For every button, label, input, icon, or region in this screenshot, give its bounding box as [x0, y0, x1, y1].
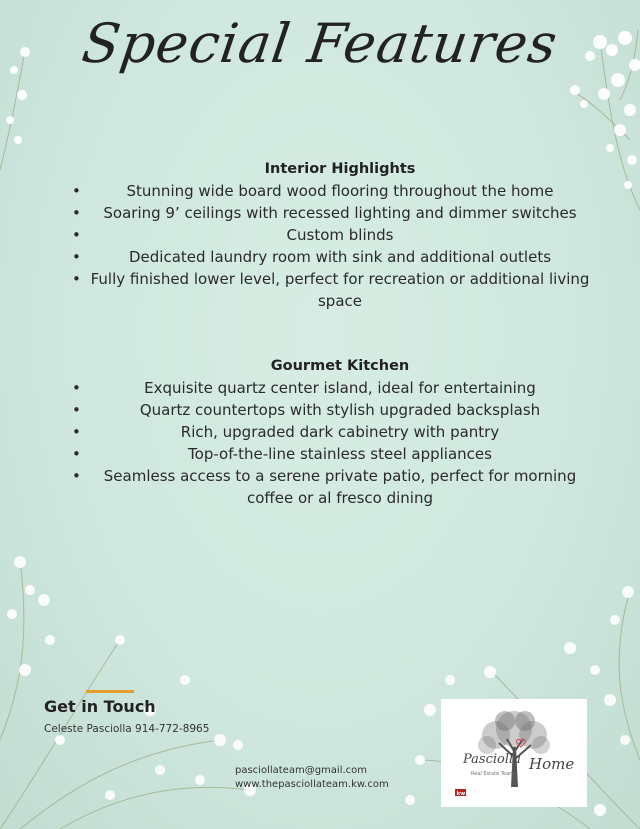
list-item: • Exquisite quartz center island, ideal for entertaining	[72, 379, 536, 397]
bullet-icon: •	[72, 379, 81, 397]
logo-text-sub: Real Estate Team	[471, 771, 514, 777]
accent-divider	[86, 690, 134, 693]
flower-decoration-icon	[0, 540, 270, 829]
contact-heading: Get in Touch	[44, 697, 156, 716]
bullet-icon: •	[72, 270, 81, 288]
contact-name-phone: Celeste Pasciolla 914-772-8965	[44, 723, 210, 735]
bullet-icon: •	[72, 401, 81, 419]
team-logo	[441, 699, 587, 807]
logo-text-left: Pasciolla	[463, 752, 521, 767]
bullet-icon: •	[72, 182, 81, 200]
flower-decoration-icon	[0, 40, 40, 170]
page-title: Special Features	[78, 12, 562, 75]
list-item: • Top-of-the-line stainless steel appliances	[72, 445, 492, 463]
list-item: • Stunning wide board wood flooring throughout the home	[72, 182, 554, 200]
feature-list	[60, 377, 620, 509]
list-item: • Seamless access to a serene private patio, perfect for morning coffee or al fresco dining	[72, 467, 577, 507]
bullet-icon: •	[72, 204, 81, 222]
bullet-icon: •	[72, 248, 81, 266]
list-item: • Rich, upgraded dark cabinetry with pantry	[72, 423, 500, 441]
kw-logo: kw	[456, 791, 466, 797]
section-heading: Gourmet Kitchen	[270, 358, 410, 374]
list-item: • Quartz countertops with stylish upgraded backsplash	[72, 401, 541, 419]
gourmet-kitchen-section	[60, 358, 620, 509]
bullet-icon: •	[72, 467, 81, 485]
list-item: • Custom blinds	[72, 226, 394, 244]
logo-text-right: Home	[529, 755, 575, 773]
interior-highlights-section	[60, 161, 620, 312]
list-item: • Dedicated laundry room with sink and additional outlets	[72, 248, 552, 266]
flower-decoration-icon	[540, 20, 640, 210]
contact-email[interactable]: pasciollateam@gmail.com	[235, 765, 368, 776]
section-heading: Interior Highlights	[264, 161, 416, 177]
bullet-icon: •	[72, 226, 81, 244]
list-item: • Soaring 9’ ceilings with recessed lighting and dimmer switches	[72, 204, 577, 222]
bullet-icon: •	[72, 445, 81, 463]
bullet-icon: •	[72, 423, 81, 441]
list-item: • Fully finished lower level, perfect for recreation or additional living space	[72, 270, 590, 310]
feature-list	[60, 180, 620, 312]
contact-website[interactable]: www.thepasciollateam.kw.com	[235, 779, 389, 790]
